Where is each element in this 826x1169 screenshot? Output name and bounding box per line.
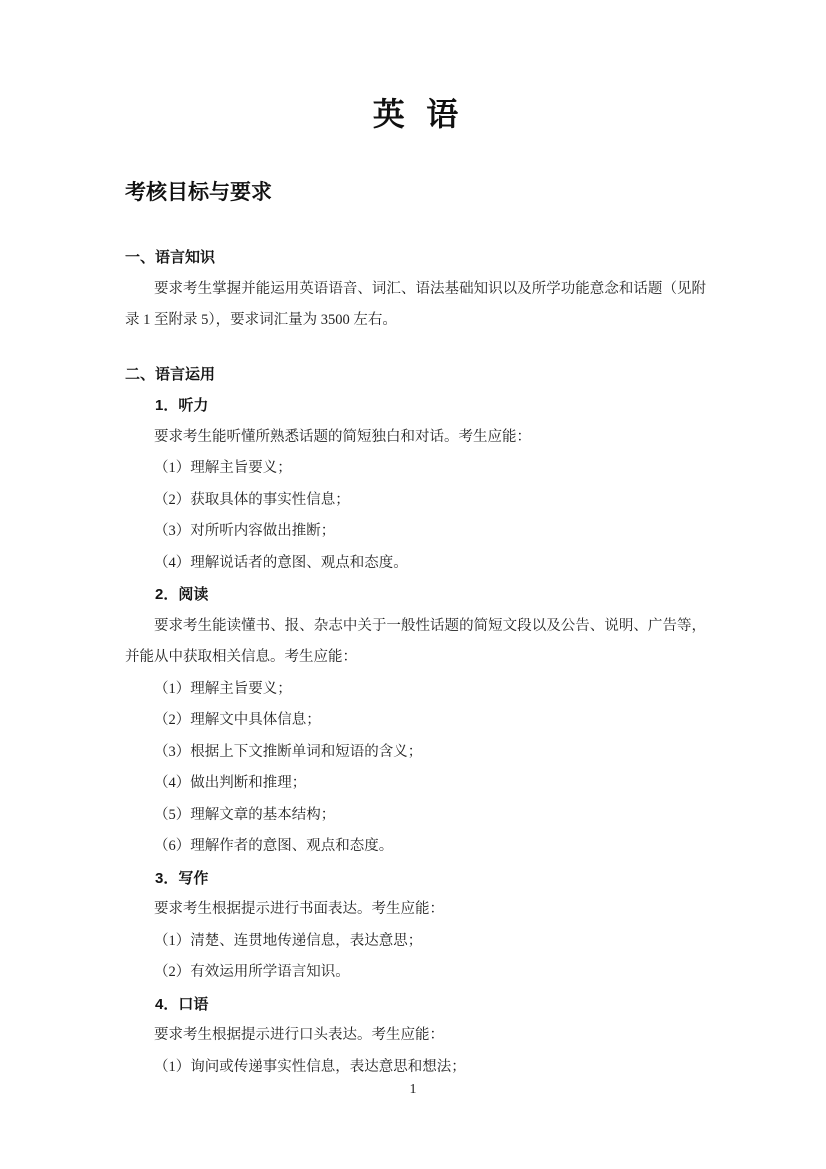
section-heading-language-use: 二、语言运用 [125,365,216,383]
section-language-knowledge [125,242,706,337]
subsection-writing [125,863,706,989]
subsection-listening [125,390,706,579]
subsection-reading [125,579,706,863]
requirement-item: （3）根据上下文推断单词和短语的含义； [154,743,423,760]
requirement-item: （2）有效运用所学语言知识。 [154,964,350,980]
writing-intro: 要求考生根据提示进行书面表达。考生应能： [154,901,444,917]
requirement-item: （5）理解文章的基本结构； [154,806,336,823]
language-knowledge-paragraph: 要求考生掌握并能运用英语语音、词汇、语法基础知识以及所学功能意念和话题（见附录 1 至附录 5），要求词汇量为 3500 左右。 [125,280,706,328]
exam-goals-heading: 考核目标与要求 [125,181,272,204]
section-language-use [125,359,706,1084]
page-number: 1 [409,1082,417,1097]
requirement-item: （3）对所听内容做出推断； [154,523,336,539]
requirement-item: （1）询问或传递事实性信息，表达意思和想法； [154,1058,466,1075]
requirement-item: （4）做出判断和推理； [154,775,307,791]
listening-intro: 要求考生能听懂所熟悉话题的简短独白和对话。考生应能： [154,428,531,445]
requirement-item: （2）获取具体的事实性信息； [154,491,350,508]
subsection-heading-listening: 1．听力 [155,397,209,414]
subsection-speaking [125,989,706,1084]
reading-intro: 要求考生能读懂书、报、杂志中关于一般性话题的简短文段以及公告、说明、广告等，并能从中获取相关信息。考生应能： [125,617,706,665]
section-heading-language-knowledge: 一、语言知识 [125,249,216,266]
subsection-heading-speaking: 4．口语 [155,995,209,1013]
requirement-item: （1）理解主旨要义； [154,460,292,476]
document-title: 英 语 [372,96,459,132]
speaking-intro: 要求考生根据提示进行口头表达。考生应能： [154,1027,444,1043]
requirement-item: （6）理解作者的意图、观点和态度。 [154,838,394,854]
subsection-heading-writing: 3．写作 [155,869,209,887]
subsection-heading-reading: 2．阅读 [155,586,209,603]
requirement-item: （1）清楚、连贯地传递信息，表达意思； [154,932,423,949]
requirement-item: （2）理解文中具体信息； [154,712,321,728]
requirement-item: （1）理解主旨要义； [154,680,292,697]
requirement-item: （4）理解说话者的意图、观点和态度。 [154,554,408,571]
